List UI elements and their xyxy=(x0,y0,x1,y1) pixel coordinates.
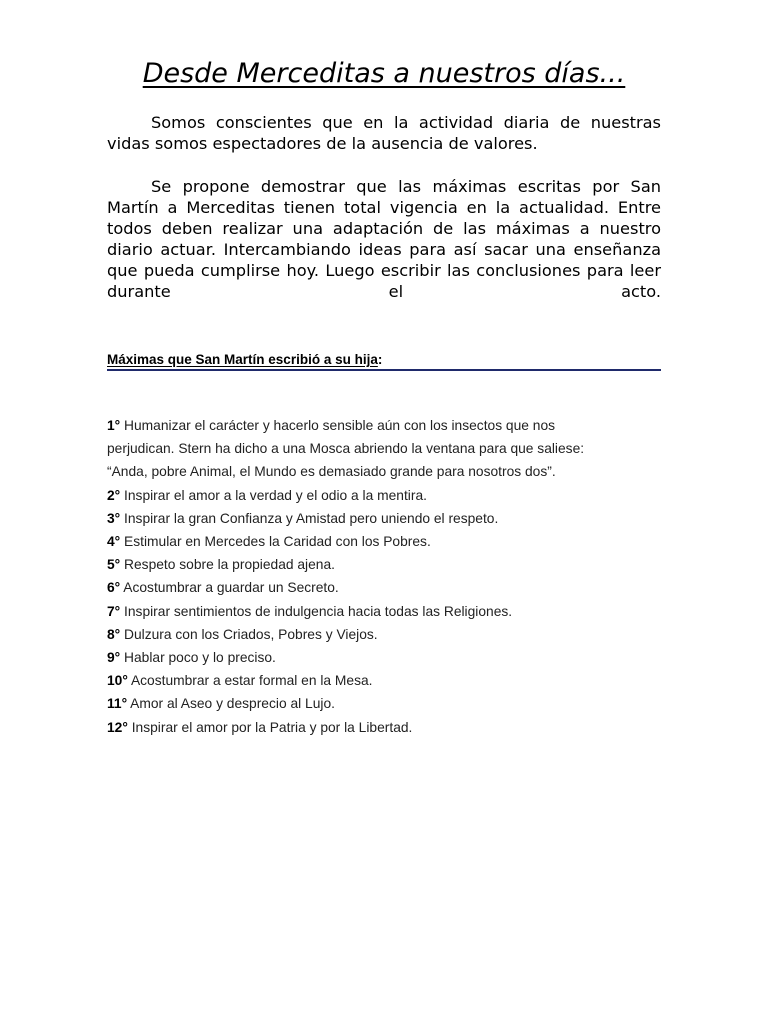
maxim-number: 9° xyxy=(107,650,121,666)
intro-paragraph xyxy=(107,112,661,154)
maxims-heading-colon: : xyxy=(377,352,383,367)
maxim-text: Inspirar la gran Confianza y Amistad pero uniendo el respeto. xyxy=(120,510,499,526)
maxim-number: 8° xyxy=(107,626,121,642)
list-item xyxy=(107,414,667,437)
maxim-number: 3° xyxy=(107,510,121,526)
maxim-text: Inspirar sentimientos de indulgencia hacia todas las Religiones. xyxy=(120,603,513,619)
list-item xyxy=(107,530,667,553)
maxim-text: Acostumbrar a estar formal en la Mesa. xyxy=(127,673,373,689)
maxim-text: Inspirar el amor a la verdad y el odio a la mentira. xyxy=(120,487,427,503)
list-item xyxy=(107,646,667,669)
maxim-text: “Anda, pobre Animal, el Mundo es demasiado grande para nosotros dos”. xyxy=(107,464,556,480)
list-item xyxy=(107,507,667,530)
list-item xyxy=(107,692,667,715)
list-item xyxy=(107,553,667,576)
maxim-text: Acostumbrar a guardar un Secreto. xyxy=(120,580,339,596)
maxim-text: Hablar poco y lo preciso. xyxy=(120,650,276,666)
maxim-number: 7° xyxy=(107,603,121,619)
maxim-text: Dulzura con los Criados, Pobres y Viejos. xyxy=(120,626,378,642)
maxim-number: 5° xyxy=(107,557,121,573)
maxim-number: 10° xyxy=(107,673,128,689)
maxim-text: Respeto sobre la propiedad ajena. xyxy=(120,557,335,573)
proposal-paragraph xyxy=(107,176,661,302)
proposal-paragraph-text: Se propone demostrar que las máximas escritas por San Martín a Merceditas tienen total vigencia en la actualidad. Entre todos deben realizar una adaptación de las máximas a nuestro diario actuar. Intercambiando ideas para así sacar una enseñanza que pueda cumplirse hoy. Luego escribir las conclusiones para leer durante el acto. xyxy=(107,177,661,301)
maxim-number: 1° xyxy=(107,418,121,433)
maxims-list xyxy=(107,414,667,739)
maxims-heading xyxy=(107,352,661,371)
maxim-number: 6° xyxy=(107,580,121,596)
list-item xyxy=(107,484,667,507)
list-item xyxy=(107,460,667,483)
maxim-text: Estimular en Mercedes la Caridad con los Pobres. xyxy=(120,534,431,550)
maxim-number: 4° xyxy=(107,534,121,550)
maxims-heading-text: Máximas que San Martín escribió a su hija xyxy=(107,352,378,367)
list-item xyxy=(107,437,667,460)
intro-paragraph-text: Somos conscientes que en la actividad diaria de nuestras vidas somos espectadores de la ausencia de valores. xyxy=(107,113,661,153)
maxim-number: 2° xyxy=(107,487,121,503)
maxim-number: 12° xyxy=(107,719,128,735)
document-title: Desde Merceditas a nuestros días... xyxy=(142,58,626,89)
maxim-text: Inspirar el amor por la Patria y por la Libertad. xyxy=(127,719,413,735)
list-item xyxy=(107,600,667,623)
maxim-text: Amor al Aseo y desprecio al Lujo. xyxy=(127,696,335,712)
list-item xyxy=(107,716,667,739)
maxim-text: Humanizar el carácter y hacerlo sensible aún con los insectos que nos xyxy=(120,418,556,433)
maxim-text: perjudican. Stern ha dicho a una Mosca abriendo la ventana para que saliese: xyxy=(107,441,585,457)
maxim-number: 11° xyxy=(107,696,128,712)
list-item xyxy=(107,576,667,599)
list-item xyxy=(107,669,667,692)
list-item xyxy=(107,623,667,646)
